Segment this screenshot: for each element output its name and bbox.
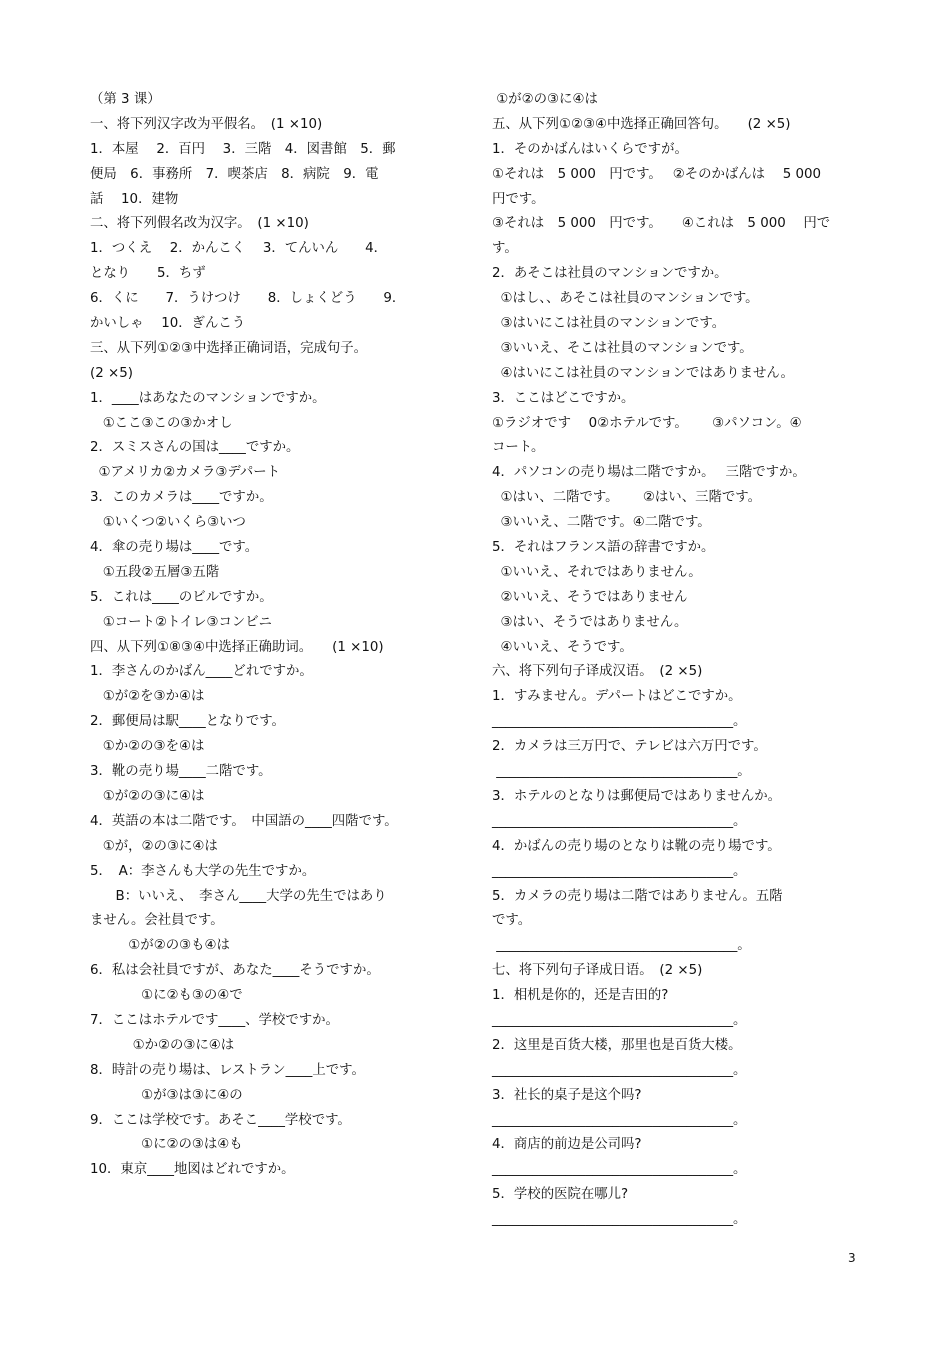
text-line: かいしゃ 10．ぎんこう xyxy=(90,316,246,332)
text-line: 6．私は会社員ですが、あなた____そうですか。 xyxy=(90,963,380,979)
text-line: ①か②の③を④は xyxy=(90,739,205,755)
page-number: 3 xyxy=(848,1251,856,1265)
text-line: 五、从下列①②③④中选择正确回答句。 (2 ×5) xyxy=(492,116,791,132)
text-line: ③はい、そうではありません。 xyxy=(492,614,688,630)
text-line: ____________________________________。 xyxy=(492,1012,747,1028)
left-column xyxy=(90,88,456,1183)
text-line: 4．商店的前边是公司吗? xyxy=(492,1137,642,1153)
text-line: 4．パソコンの売り場は二階ですか。 三階ですか。 xyxy=(492,465,806,481)
text-line: ③それは 5 000 円です。 ④これは 5 000 円で xyxy=(492,216,831,232)
right-column xyxy=(492,88,862,1233)
text-line: ____________________________________。 xyxy=(492,863,747,879)
text-line: 一、将下列汉字改为平假名。 (1 ×10) xyxy=(90,116,323,132)
text-line: 2．这里是百货大楼，那里也是百货大楼。 xyxy=(492,1037,742,1053)
text-line: 三、从下列①②③中选择正确词语，完成句子。 xyxy=(90,340,368,356)
text-line: 1．本屋 2．百円 3．三階 4．図書館 5．郵 xyxy=(90,141,396,157)
text-line: 10．東京____地図はどれですか。 xyxy=(90,1162,295,1178)
text-line: ____________________________________。 xyxy=(492,1212,747,1228)
text-line: ①が，②の③に④は xyxy=(90,838,218,854)
text-line: ____________________________________。 xyxy=(492,1162,747,1178)
text-line: 1．すみません。デパートはどこですか。 xyxy=(492,689,742,705)
text-line: 話 10．建物 xyxy=(90,191,179,207)
text-line: 2．スミスさんの国は____ですか。 xyxy=(90,440,300,456)
text-line: ____________________________________。 xyxy=(492,1112,747,1128)
text-line: 3．社长的桌子是这个吗? xyxy=(492,1087,642,1103)
text-line: 5． A：李さんも大学の先生ですか。 xyxy=(90,863,316,879)
text-line: ①ここ③この③かオし xyxy=(90,415,233,431)
text-line: 9．ここは学校です。あそこ____学校です。 xyxy=(90,1112,351,1128)
text-line: コート。 xyxy=(492,440,545,456)
text-line: ません。会社員です。 xyxy=(90,913,224,929)
text-line: 1．____はあなたのマンションですか。 xyxy=(90,390,326,406)
text-line: す。 xyxy=(492,241,518,257)
text-line: 3．このカメラは____ですか。 xyxy=(90,490,273,506)
text-line: ①はい、二階です。 ②はい、三階です。 xyxy=(492,490,761,506)
text-line: ①ラジオです 0②ホテルです。 ③パソコン。④ xyxy=(492,415,802,431)
text-line: 3．ホテルのとなりは郵便局ではありませんか。 xyxy=(492,788,782,804)
text-line: ③いいえ、二階です。④二階です。 xyxy=(492,515,711,531)
text-line: ①はし、、あそこは社員のマンションです。 xyxy=(492,291,759,307)
text-line: 5．これは____のビルですか。 xyxy=(90,589,273,605)
text-line: ③はいにこは社員のマンションです。 xyxy=(492,316,726,332)
text-line: 3．ここはどこですか。 xyxy=(492,390,635,406)
text-line: ②いいえ、そうではありません xyxy=(492,589,688,605)
text-line: です。 xyxy=(492,913,532,929)
text-line: 2．あそこは社員のマンションですか。 xyxy=(492,266,728,282)
text-line: 5．カメラの売り場は二階ではありません。五階 xyxy=(492,888,783,904)
text-line: ____________________________________。 xyxy=(492,938,751,954)
text-line: 4．かばんの売り場のとなりは靴の売り場です。 xyxy=(492,838,781,854)
text-line: ①いいえ、それではありません。 xyxy=(492,564,702,580)
text-line: ①が②の③に④は xyxy=(492,92,598,107)
text-line: ①が②の③も④は xyxy=(90,938,230,954)
text-line: ①か②の③に④は xyxy=(90,1037,235,1053)
text-line: （第 3 课） xyxy=(90,92,161,107)
text-line: となり 5．ちず xyxy=(90,266,206,282)
text-line: 6．くに 7．うけつけ 8．しょくどう 9． xyxy=(90,291,406,307)
text-line: ①それは 5 000 円です。 ②そのかばんは 5 000 xyxy=(492,166,822,182)
text-line: 1．李さんのかばん____どれですか。 xyxy=(90,664,313,680)
text-line: (2 ×5) xyxy=(90,365,133,381)
text-line: ①が③は③に④の xyxy=(90,1087,243,1103)
text-line: 5．学校的医院在哪儿? xyxy=(492,1187,629,1203)
text-line: 3．靴の売り場____二階です。 xyxy=(90,764,272,780)
text-line: ①に②も③の④で xyxy=(90,988,243,1004)
text-line: ①コート②トイレ③コンビニ xyxy=(90,614,273,630)
text-line: ____________________________________。 xyxy=(492,764,751,780)
text-line: ____________________________________。 xyxy=(492,1062,747,1078)
text-line: ①アメリカ②カメラ③デパート xyxy=(90,465,281,481)
text-line: B：いいえ、 李さん____大学の先生ではあり xyxy=(90,888,387,904)
text-line: ①に②の③は④も xyxy=(90,1137,243,1153)
text-line: ①が②を③か④は xyxy=(90,689,205,705)
text-line: 8．時計の売り場は、レストラン____上です。 xyxy=(90,1062,365,1078)
text-line: ①が②の③に④は xyxy=(90,788,205,804)
text-line: 便局 6．事務所 7．喫茶店 8．病院 9．電 xyxy=(90,166,379,182)
text-line: ____________________________________。 xyxy=(492,813,747,829)
text-line: 七、将下列句子译成日语。 (2 ×5) xyxy=(492,963,703,979)
text-line: 四、从下列①⑧③④中选择正确助词。 (1 ×10) xyxy=(90,639,384,655)
text-line: 4．英語の本は二階です。 中国語の____四階です。 xyxy=(90,813,398,829)
text-line: 2．カメラは三万円で、テレビは六万円です。 xyxy=(492,739,767,755)
text-line: 二、将下列假名改为汉字。 (1 ×10) xyxy=(90,216,309,232)
text-line: ①いくつ②いくら③いつ xyxy=(90,515,246,531)
text-line: 六、将下列句子译成汉语。 (2 ×5) xyxy=(492,664,703,680)
text-line: 1．そのかばんはいくらですが。 xyxy=(492,141,688,157)
text-line: 4．傘の売り場は____です。 xyxy=(90,540,259,556)
text-line: 2．郵便局は駅____となりです。 xyxy=(90,714,285,730)
text-line: 1．相机是你的，还是吉田的? xyxy=(492,988,669,1004)
text-line: ____________________________________。 xyxy=(492,714,747,730)
text-line: ④いいえ、そうです。 xyxy=(492,639,633,655)
text-line: 5．それはフランス語の辞書ですか。 xyxy=(492,540,715,556)
text-line: ④はいにこは社員のマンションではありません。 xyxy=(492,365,794,381)
text-line: ①五段②五層③五階 xyxy=(90,564,220,580)
text-line: 7．ここはホテルです____、学校ですか。 xyxy=(90,1012,339,1028)
text-line: 1．つくえ 2．かんこく 3．てんいん 4． xyxy=(90,241,388,257)
text-line: ③いいえ、そこは社員のマンションです。 xyxy=(492,340,753,356)
text-line: 円です。 xyxy=(492,191,545,207)
